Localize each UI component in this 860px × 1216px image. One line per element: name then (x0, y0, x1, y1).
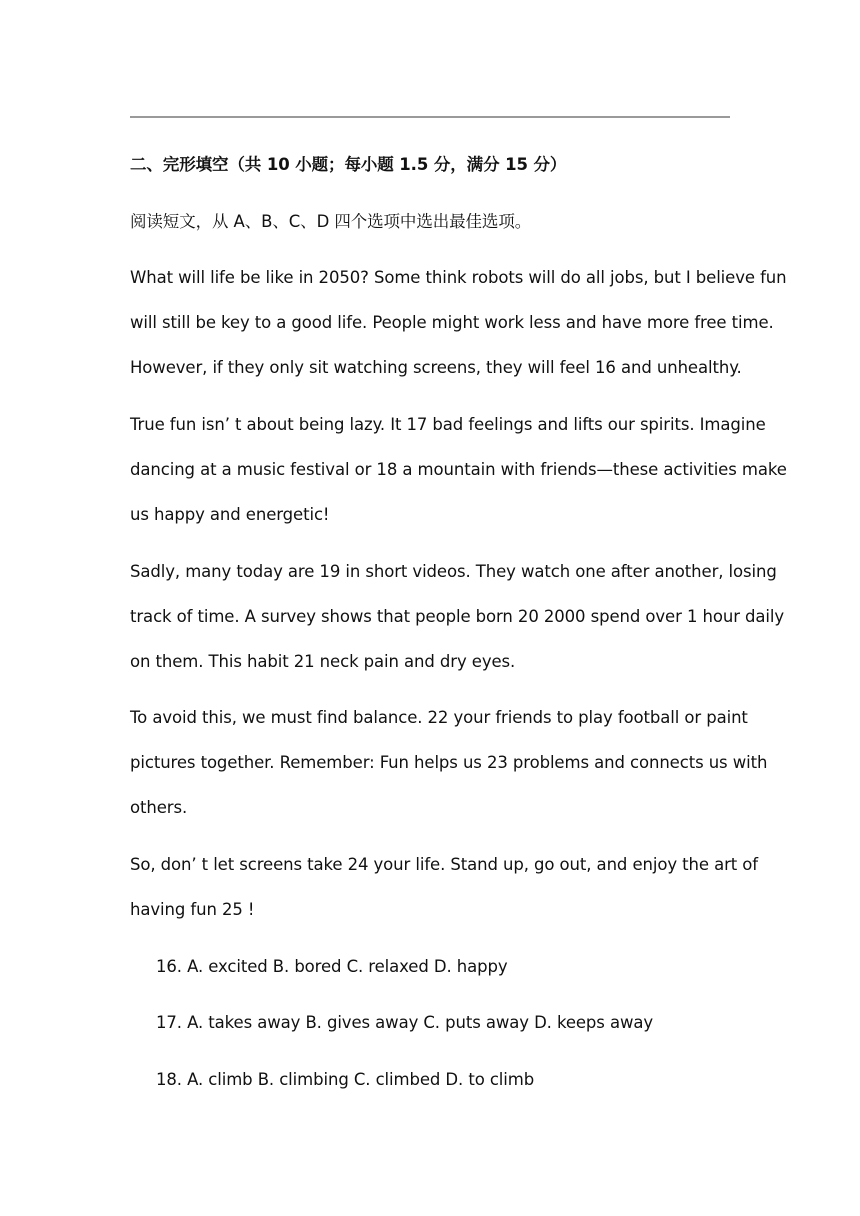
passage-line: Sadly, many today are 19 in short videos. They watch one after another, losing (130, 562, 777, 581)
instruction-text: 阅读短文，从 A、B、C、D 四个选项中选出最佳选项。 (130, 212, 532, 231)
passage-line: others. (130, 798, 188, 817)
passage-line: So, don’ t let screens take 24 your life. Stand up, go out, and enjoy the art of (130, 855, 758, 874)
section-title: 二、完形填空（共 10 小题；每小题 1.5 分，满分 15 分） (130, 155, 567, 174)
passage-line: dancing at a music festival or 18 a mountain with friends—these activities make (130, 460, 787, 479)
passage-line: pictures together. Remember: Fun helps us 23 problems and connects us with (130, 753, 768, 772)
passage-line: will still be key to a good life. People might work less and have more free time. (130, 313, 774, 332)
passage-line: on them. This habit 21 neck pain and dry eyes. (130, 652, 516, 671)
passage-line: True fun isn’ t about being lazy. It 17 bad feelings and lifts our spirits. Imagine (130, 415, 766, 434)
passage-line: having fun 25 ! (130, 900, 255, 919)
question-16: 16. A. excited B. bored C. relaxed D. happy (156, 957, 508, 976)
passage-line: To avoid this, we must find balance. 22 your friends to play football or paint (130, 708, 748, 727)
passage-line: track of time. A survey shows that people born 20 2000 spend over 1 hour daily (130, 607, 785, 626)
passage-line: What will life be like in 2050? Some think robots will do all jobs, but I believe fun (130, 268, 787, 287)
passage-line: us happy and energetic! (130, 505, 330, 524)
passage-line: However, if they only sit watching screens, they will feel 16 and unhealthy. (130, 358, 742, 377)
question-17: 17. A. takes away B. gives away C. puts away D. keeps away (156, 1013, 654, 1032)
question-18: 18. A. climb B. climbing C. climbed D. to climb (156, 1070, 535, 1089)
header-divider (130, 116, 730, 118)
